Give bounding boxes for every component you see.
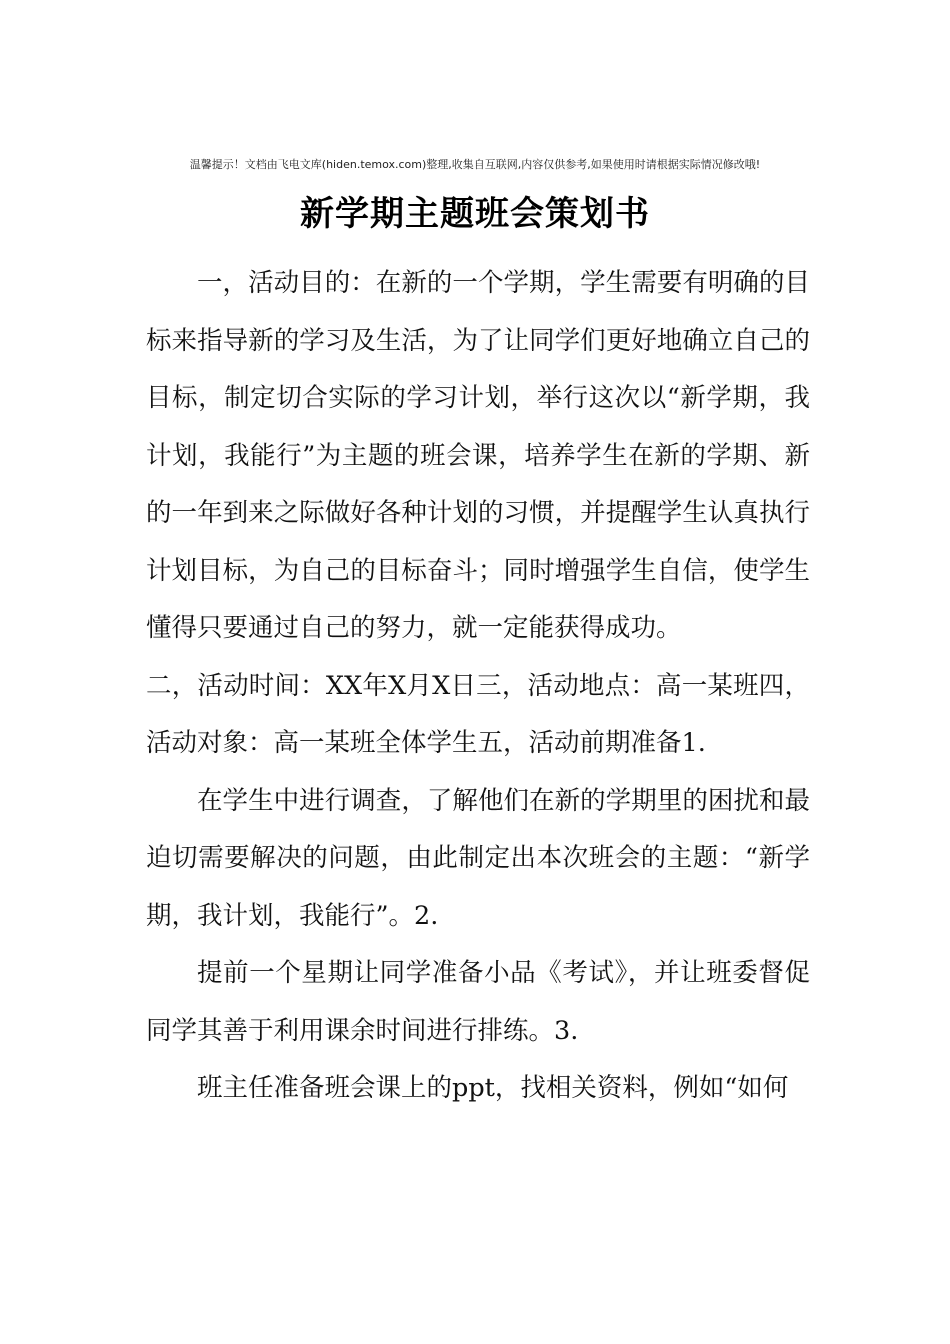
paragraph-sketch: 提前一个星期让同学准备小品《考试》，并让班委督促同学其善于利用课余时间进行排练。3. <box>146 958 810 1046</box>
paragraph-time-place: 二，活动时间：XX年X月X日三，活动地点：高一某班四，活动对象：高一某班全体学生五，活动前期准备1. <box>146 670 810 758</box>
document-body <box>146 255 810 1118</box>
header-notice: 温馨提示！文档由飞电文库(hiden.temox.com)整理,收集自互联网,内容仅供参考,如果使用时请根据实际情况修改哦! <box>189 158 761 171</box>
paragraph-purpose: 一，活动目的：在新的一个学期，学生需要有明确的目标来指导新的学习及生活，为了让同学们更好地确立自己的目标，制定切合实际的学习计划，举行这次以“新学期，我计划，我能行”为主题的班会课，培养学生在新的学期、新的一年到来之际做好各种计划的习惯，并提醒学生认真执行计划目标，为自己的目标奋斗；同时增强学生自信，使学生懂得只要通过自己的努力，就一定能获得成功。 <box>146 268 810 643</box>
paragraph-ppt: 班主任准备班会课上的ppt，找相关资料，例如“如何 <box>197 1073 789 1103</box>
paragraph-survey: 在学生中进行调查，了解他们在新的学期里的困扰和最迫切需要解决的问题，由此制定出本次班会的主题：“新学期，我计划，我能行”。2. <box>146 785 810 931</box>
document-title: 新学期主题班会策划书 <box>300 194 650 234</box>
